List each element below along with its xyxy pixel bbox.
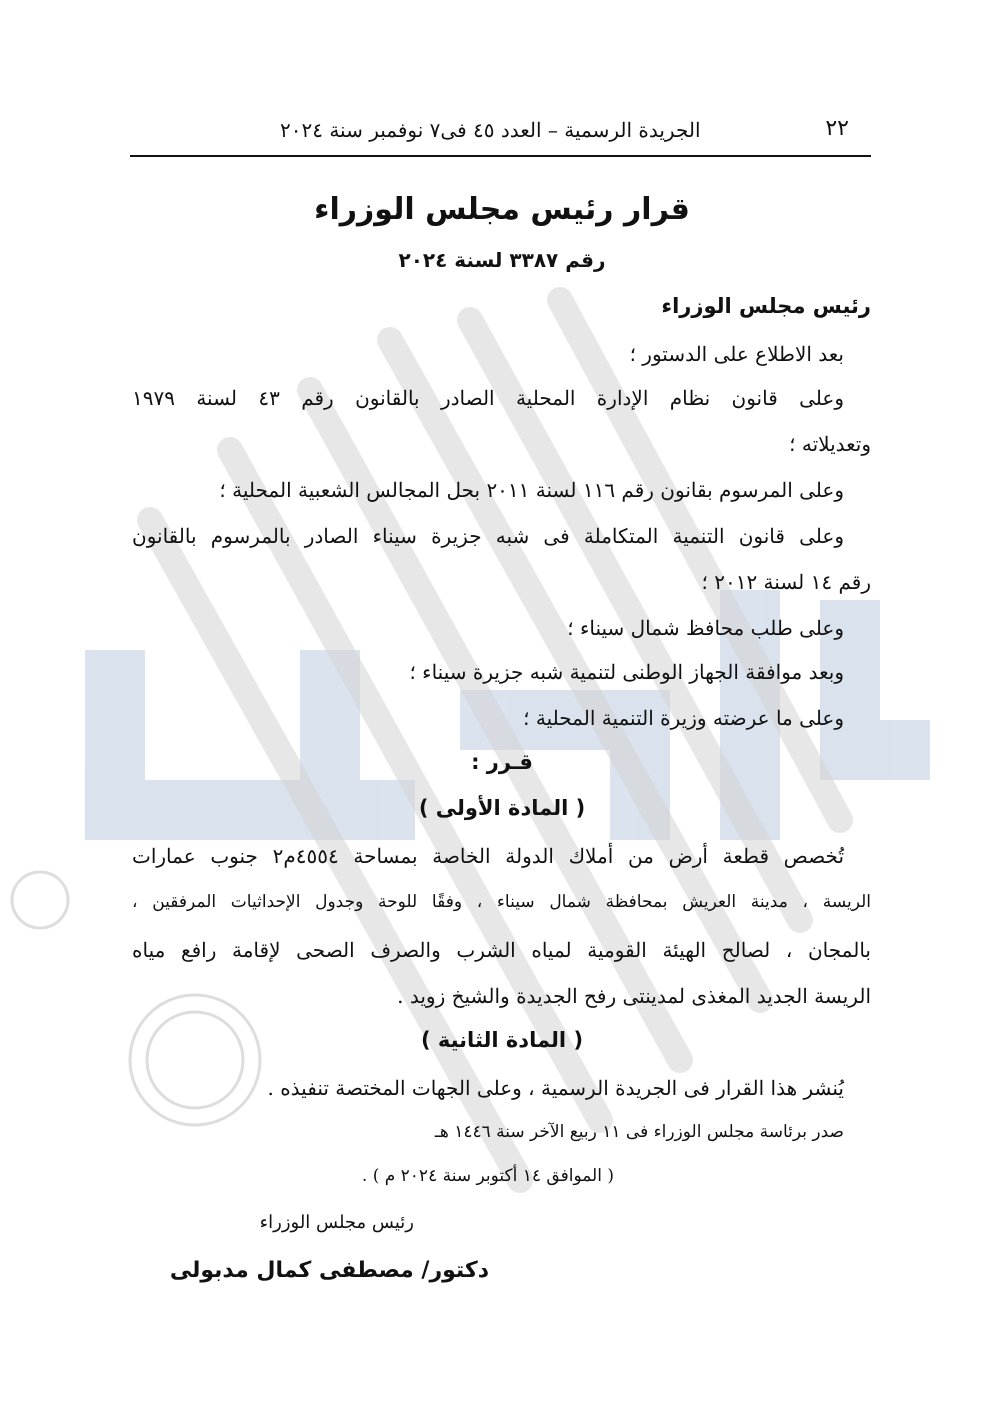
preamble-line: وعلى قانون نظام الإدارة المحلية الصادر بالقانون رقم ٤٣ لسنة ١٩٧٩ xyxy=(132,386,844,410)
issue-date-line: صدر برئاسة مجلس الوزراء فى ١١ ربيع الآخر سنة ١٤٤٦ هـ xyxy=(434,1122,844,1142)
article-1-line: الريسة الجديد المغذى لمدينتى رفح الجديدة والشيخ زويد . xyxy=(397,984,871,1008)
preamble-line: وتعديلاته ؛ xyxy=(789,432,871,456)
preamble-line: وعلى قانون التنمية المتكاملة فى شبه جزيرة سيناء الصادر بالمرسوم بالقانون xyxy=(132,524,844,548)
running-head: الجريدة الرسمية – العدد ٤٥ فى٧ نوفمبر سنة ٢٠٢٤ xyxy=(280,118,701,142)
article-1-heading: ( المادة الأولى ) xyxy=(418,796,586,820)
preamble-line: وعلى طلب محافظ شمال سيناء ؛ xyxy=(567,616,844,640)
signer-name: دكتور/ مصطفى كمال مدبولى xyxy=(169,1258,489,1283)
signer-title: رئيس مجلس الوزراء xyxy=(259,1212,414,1233)
preamble-line: بعد الاطلاع على الدستور ؛ xyxy=(629,342,844,366)
decided-heading: قـرر : xyxy=(471,750,533,774)
page-header xyxy=(130,116,871,152)
decree-number: رقم ٣٣٨٧ لسنة ٢٠٢٤ xyxy=(398,248,606,272)
preamble-line: وعلى المرسوم بقانون رقم ١١٦ لسنة ٢٠١١ بحل المجالس الشعبية المحلية ؛ xyxy=(219,478,844,502)
article-2-heading: ( المادة الثانية ) xyxy=(420,1028,584,1052)
issuing-authority: رئيس مجلس الوزراء xyxy=(661,294,871,318)
article-2-line: يُنشر هذا القرار فى الجريدة الرسمية ، وعلى الجهات المختصة تنفيذه . xyxy=(267,1076,844,1100)
header-divider xyxy=(130,155,871,157)
preamble-line: وبعد موافقة الجهاز الوطنى لتنمية شبه جزيرة سيناء ؛ xyxy=(409,660,844,684)
decree-title: قرار رئيس مجلس الوزراء xyxy=(314,192,690,227)
preamble-line: وعلى ما عرضته وزيرة التنمية المحلية ؛ xyxy=(523,706,844,730)
preamble-line: رقم ١٤ لسنة ٢٠١٢ ؛ xyxy=(701,570,871,594)
article-1-line: تُخصص قطعة أرض من أملاك الدولة الخاصة بمساحة ٤٥٥٤م٢ جنوب عمارات xyxy=(132,844,845,868)
issue-date-gregorian: ( الموافق ١٤ أكتوبر سنة ٢٠٢٤ م ) . xyxy=(361,1166,614,1186)
page-number: ٢٢ xyxy=(825,116,849,141)
article-1-line: الريسة ، مدينة العريش بمحافظة شمال سيناء ، وفقًا للوحة وجدول الإحداثيات المرفقين ، xyxy=(132,892,871,912)
article-1-line: بالمجان ، لصالح الهيئة القومية لمياه الشرب والصرف الصحى لإقامة رافع مياه xyxy=(132,938,871,962)
